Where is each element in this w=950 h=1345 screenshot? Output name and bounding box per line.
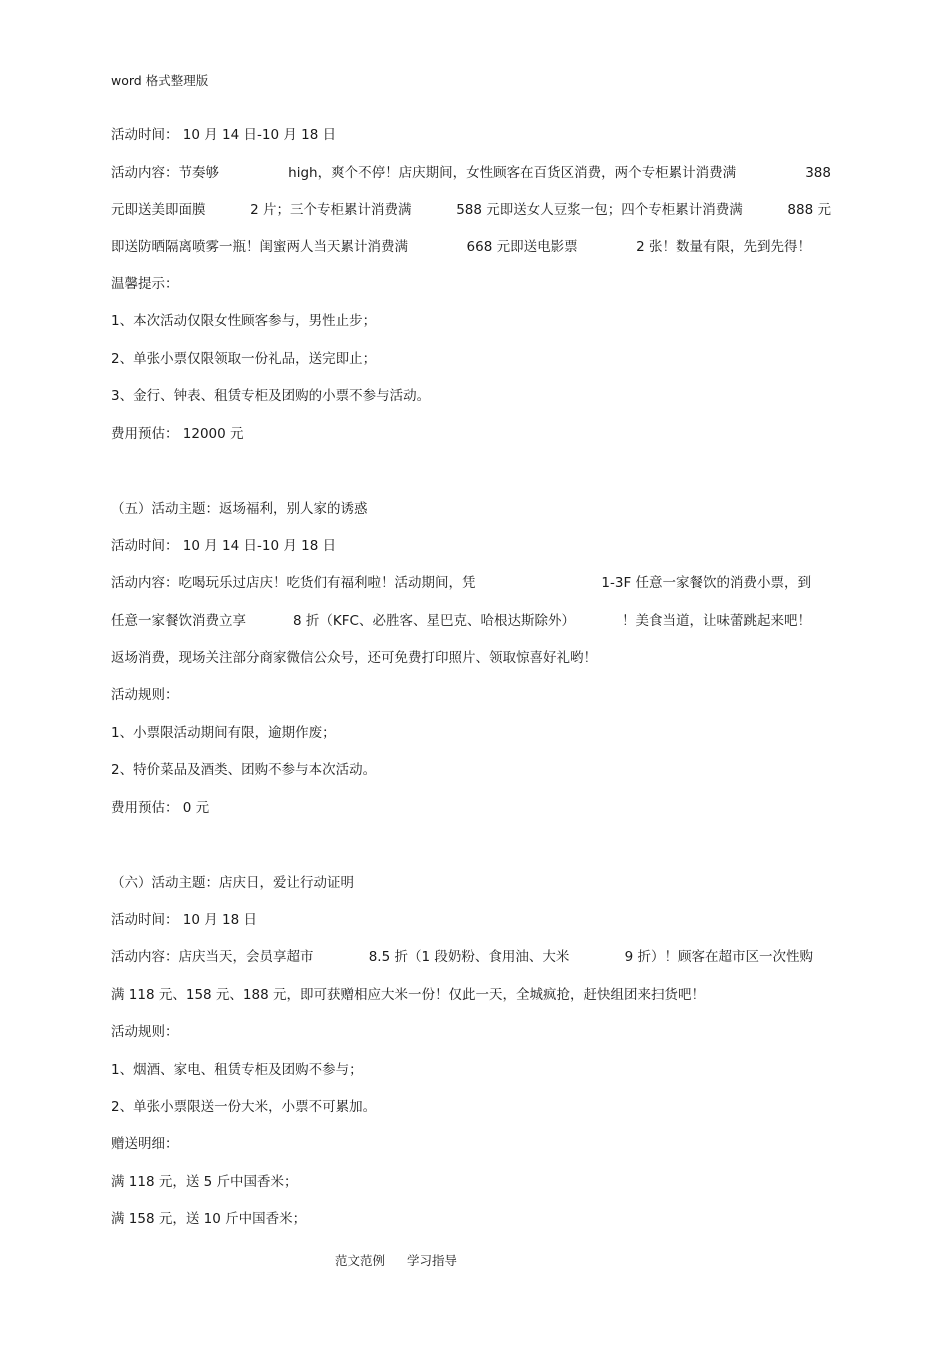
text-segment: 活动内容：店庆当天，会员享超市 [111, 949, 314, 965]
activity-content-line [111, 164, 831, 182]
text-segment: 588 元即送女人豆浆一包；四个专柜累计消费满 [456, 202, 743, 218]
gift-detail-item: 满 118 元，送 5 斤中国香米； [111, 1174, 298, 1190]
text-segment: 1-3F 任意一家餐饮的消费小票，到 [601, 575, 811, 591]
rule-item: 2、特价菜品及酒类、团购不参与本次活动。 [111, 762, 377, 778]
text-segment: 元即送美即面膜 [111, 202, 206, 218]
rules-heading: 活动规则： [111, 687, 179, 703]
gift-details-heading: 赠送明细： [111, 1136, 179, 1152]
cost-estimate: 费用预估： 0 元 [111, 800, 210, 816]
text-segment: 388 [805, 165, 831, 181]
footer-left-text: 范文范例 [335, 1253, 386, 1268]
tips-heading: 温馨提示： [111, 276, 179, 292]
activity-content-line [111, 948, 813, 966]
text-segment: 活动内容：节奏够 [111, 165, 219, 181]
text-segment: 2 张！数量有限，先到先得！ [636, 239, 811, 255]
text-segment: 即送防晒隔离喷雾一瓶！闺蜜两人当天累计消费满 [111, 239, 408, 255]
activity-content-line [111, 574, 811, 592]
text-segment: 任意一家餐饮消费立享 [111, 613, 246, 629]
footer-right-text: 学习指导 [407, 1253, 458, 1268]
document-header: word 格式整理版 [111, 73, 209, 88]
text-segment: 888 元 [787, 202, 831, 218]
activity-content-line [111, 238, 811, 256]
text-segment: 2 片；三个专柜累计消费满 [250, 202, 412, 218]
text-segment: high，爽个不停！店庆期间，女性顾客在百货区消费，两个专柜累计消费满 [288, 165, 737, 181]
activity-time: 活动时间： 10 月 14 日-10 月 18 日 [111, 127, 337, 143]
activity-content-line [111, 612, 811, 630]
text-segment: 9 折）！顾客在超市区一次性购 [624, 949, 813, 965]
section-heading: （五）活动主题：返场福利，别人家的诱惑 [111, 501, 368, 517]
text-segment: ！美食当道，让味蕾跳起来吧！ [622, 613, 811, 629]
text-segment: 8 折（KFC、必胜客、星巴克、哈根达斯除外） [293, 613, 575, 629]
section-heading: （六）活动主题：店庆日，爱让行动证明 [111, 875, 354, 891]
rule-item: 1、烟酒、家电、租赁专柜及团购不参与； [111, 1062, 363, 1078]
text-segment: 活动内容：吃喝玩乐过店庆！吃货们有福利啦！活动期间，凭 [111, 575, 476, 591]
rule-item: 1、小票限活动期间有限，逾期作废； [111, 725, 336, 741]
tip-item: 2、单张小票仅限领取一份礼品，送完即止； [111, 351, 377, 367]
text-segment: 8.5 折（1 段奶粉、食用油、大米 [368, 949, 570, 965]
tip-item: 3、金行、钟表、租赁专柜及团购的小票不参与活动。 [111, 388, 431, 404]
cost-estimate: 费用预估： 12000 元 [111, 426, 244, 442]
rules-heading: 活动规则： [111, 1024, 179, 1040]
activity-time: 活动时间： 10 月 18 日 [111, 912, 258, 928]
activity-time: 活动时间： 10 月 14 日-10 月 18 日 [111, 538, 337, 554]
activity-content-line: 满 118 元、158 元、188 元，即可获赠相应大米一份！仅此一天，全城疯抢，赶快组团来扫货吧！ [111, 987, 705, 1003]
activity-content-line [111, 201, 831, 219]
gift-detail-item: 满 158 元，送 10 斤中国香米； [111, 1211, 307, 1227]
rule-item: 2、单张小票限送一份大米，小票不可累加。 [111, 1099, 377, 1115]
text-segment: 668 元即送电影票 [466, 239, 578, 255]
activity-content-line: 返场消费，现场关注部分商家微信公众号，还可免费打印照片、领取惊喜好礼哟！ [111, 650, 597, 666]
tip-item: 1、本次活动仅限女性顾客参与，男性止步； [111, 313, 377, 329]
